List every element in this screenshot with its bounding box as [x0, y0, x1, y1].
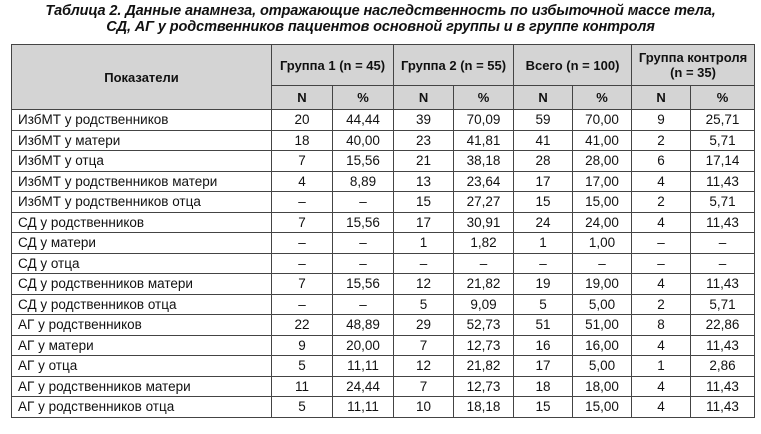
cell-count: 21: [394, 151, 454, 172]
cell-count: 24: [514, 212, 573, 233]
header-pct: %: [454, 86, 514, 110]
cell-percent: 17,14: [691, 151, 755, 172]
row-label: СД у родственников: [12, 212, 272, 233]
row-label: ИзбМТ у матери: [12, 130, 272, 151]
cell-count: 17: [514, 356, 573, 377]
cell-percent: –: [454, 253, 514, 274]
cell-count: –: [272, 294, 333, 315]
cell-count: –: [272, 253, 333, 274]
header-n: N: [514, 86, 573, 110]
cell-percent: 19,00: [573, 274, 632, 295]
row-label: ИзбМТ у родственников: [12, 110, 272, 131]
table-row: [12, 192, 755, 213]
cell-count: 5: [394, 294, 454, 315]
cell-count: 20: [272, 110, 333, 131]
cell-percent: 15,00: [573, 397, 632, 418]
cell-count: 12: [394, 356, 454, 377]
cell-count: 19: [514, 274, 573, 295]
header-pct: %: [333, 86, 394, 110]
cell-count: 18: [514, 376, 573, 397]
cell-percent: 11,11: [333, 356, 394, 377]
cell-percent: 23,64: [454, 171, 514, 192]
header-n: N: [272, 86, 333, 110]
table-header: [12, 45, 755, 110]
cell-percent: 51,00: [573, 315, 632, 336]
cell-percent: 15,56: [333, 212, 394, 233]
row-label: СД у матери: [12, 233, 272, 254]
cell-percent: 48,89: [333, 315, 394, 336]
cell-percent: 70,00: [573, 110, 632, 131]
cell-count: –: [632, 253, 691, 274]
caption-line-1: Таблица 2. Данные анамнеза, отражающие наследственность по избыточной массе тела,: [45, 3, 716, 19]
cell-percent: 11,43: [691, 335, 755, 356]
cell-count: 59: [514, 110, 573, 131]
cell-percent: 11,43: [691, 376, 755, 397]
cell-percent: 24,00: [573, 212, 632, 233]
cell-count: 1: [394, 233, 454, 254]
row-label: АГ у отца: [12, 356, 272, 377]
cell-percent: 15,00: [573, 192, 632, 213]
cell-percent: –: [573, 253, 632, 274]
header-group2: Группа 2 (n = 55): [394, 45, 514, 86]
cell-count: 5: [514, 294, 573, 315]
cell-count: 8: [632, 315, 691, 336]
cell-percent: 5,71: [691, 294, 755, 315]
row-label: АГ у родственников матери: [12, 376, 272, 397]
cell-count: 1: [514, 233, 573, 254]
row-label: СД у родственников отца: [12, 294, 272, 315]
cell-count: 7: [394, 376, 454, 397]
cell-percent: 5,71: [691, 130, 755, 151]
cell-percent: 1,82: [454, 233, 514, 254]
cell-count: 22: [272, 315, 333, 336]
cell-percent: 27,27: [454, 192, 514, 213]
cell-percent: 8,89: [333, 171, 394, 192]
cell-percent: 28,00: [573, 151, 632, 172]
cell-percent: 5,00: [573, 356, 632, 377]
cell-count: –: [272, 192, 333, 213]
cell-percent: 11,43: [691, 274, 755, 295]
cell-percent: 16,00: [573, 335, 632, 356]
cell-percent: –: [691, 233, 755, 254]
header-n: N: [394, 86, 454, 110]
table-row: [12, 212, 755, 233]
row-label: ИзбМТ у родственников отца: [12, 192, 272, 213]
cell-count: 17: [514, 171, 573, 192]
cell-percent: 18,00: [573, 376, 632, 397]
cell-percent: 5,71: [691, 192, 755, 213]
table-row: [12, 274, 755, 295]
cell-count: 29: [394, 315, 454, 336]
cell-count: 7: [394, 335, 454, 356]
cell-percent: 20,00: [333, 335, 394, 356]
cell-count: 6: [632, 151, 691, 172]
table-caption: [0, 0, 761, 38]
cell-count: 4: [632, 274, 691, 295]
cell-percent: 5,00: [573, 294, 632, 315]
cell-count: 39: [394, 110, 454, 131]
cell-percent: 21,82: [454, 274, 514, 295]
cell-count: 15: [394, 192, 454, 213]
cell-percent: 11,43: [691, 212, 755, 233]
cell-percent: 15,56: [333, 274, 394, 295]
cell-percent: 15,56: [333, 151, 394, 172]
header-n: N: [632, 86, 691, 110]
cell-count: 11: [272, 376, 333, 397]
cell-count: 4: [272, 171, 333, 192]
cell-percent: 38,18: [454, 151, 514, 172]
cell-count: 15: [514, 397, 573, 418]
cell-percent: –: [691, 253, 755, 274]
cell-count: 7: [272, 212, 333, 233]
cell-count: –: [632, 233, 691, 254]
cell-count: –: [514, 253, 573, 274]
cell-count: –: [394, 253, 454, 274]
header-total: Всего (n = 100): [514, 45, 632, 86]
table-row: [12, 294, 755, 315]
cell-count: 28: [514, 151, 573, 172]
cell-percent: 44,44: [333, 110, 394, 131]
cell-percent: 25,71: [691, 110, 755, 131]
cell-percent: –: [333, 253, 394, 274]
table-row: [12, 335, 755, 356]
row-label: АГ у родственников отца: [12, 397, 272, 418]
table-row: [12, 397, 755, 418]
table-row: [12, 376, 755, 397]
cell-percent: 40,00: [333, 130, 394, 151]
cell-percent: –: [333, 294, 394, 315]
header-pct: %: [573, 86, 632, 110]
header-group1: Группа 1 (n = 45): [272, 45, 394, 86]
row-label: ИзбМТ у отца: [12, 151, 272, 172]
cell-count: 4: [632, 397, 691, 418]
cell-percent: 17,00: [573, 171, 632, 192]
cell-count: 4: [632, 212, 691, 233]
cell-percent: 1,00: [573, 233, 632, 254]
cell-count: 9: [632, 110, 691, 131]
header-control: Группа контроля (n = 35): [632, 45, 755, 86]
cell-percent: 22,86: [691, 315, 755, 336]
table-row: [12, 233, 755, 254]
cell-percent: 12,73: [454, 376, 514, 397]
cell-percent: 41,81: [454, 130, 514, 151]
cell-count: 2: [632, 130, 691, 151]
cell-percent: 30,91: [454, 212, 514, 233]
cell-percent: 18,18: [454, 397, 514, 418]
caption-line-2: СД, АГ у родственников пациентов основной группы и в группе контроля: [106, 19, 655, 35]
cell-percent: 11,43: [691, 397, 755, 418]
data-table: [11, 44, 755, 418]
cell-percent: 12,73: [454, 335, 514, 356]
table-row: [12, 356, 755, 377]
cell-count: 16: [514, 335, 573, 356]
row-label: АГ у родственников: [12, 315, 272, 336]
cell-percent: 21,82: [454, 356, 514, 377]
table-row: [12, 253, 755, 274]
row-label: АГ у матери: [12, 335, 272, 356]
cell-percent: 11,43: [691, 171, 755, 192]
cell-count: 7: [272, 274, 333, 295]
cell-count: 4: [632, 376, 691, 397]
cell-count: 13: [394, 171, 454, 192]
cell-percent: 70,09: [454, 110, 514, 131]
cell-count: 5: [272, 356, 333, 377]
cell-count: 18: [272, 130, 333, 151]
cell-count: 15: [514, 192, 573, 213]
cell-percent: 11,11: [333, 397, 394, 418]
table-row: [12, 130, 755, 151]
cell-percent: 2,86: [691, 356, 755, 377]
header-pct: %: [691, 86, 755, 110]
cell-count: 7: [272, 151, 333, 172]
table-row: [12, 151, 755, 172]
cell-count: 4: [632, 171, 691, 192]
cell-percent: 52,73: [454, 315, 514, 336]
cell-count: 17: [394, 212, 454, 233]
header-indicator: Показатели: [12, 45, 272, 110]
cell-count: 23: [394, 130, 454, 151]
row-label: СД у родственников матери: [12, 274, 272, 295]
row-label: ИзбМТ у родственников матери: [12, 171, 272, 192]
cell-count: 51: [514, 315, 573, 336]
cell-count: 2: [632, 294, 691, 315]
cell-count: –: [272, 233, 333, 254]
table-row: [12, 110, 755, 131]
cell-percent: 9,09: [454, 294, 514, 315]
cell-count: 12: [394, 274, 454, 295]
row-label: СД у отца: [12, 253, 272, 274]
cell-percent: –: [333, 192, 394, 213]
table-row: [12, 315, 755, 336]
cell-count: 4: [632, 335, 691, 356]
cell-percent: –: [333, 233, 394, 254]
cell-count: 41: [514, 130, 573, 151]
cell-percent: 24,44: [333, 376, 394, 397]
table-row: [12, 171, 755, 192]
table-body: [12, 110, 755, 418]
cell-count: 9: [272, 335, 333, 356]
cell-count: 5: [272, 397, 333, 418]
cell-percent: 41,00: [573, 130, 632, 151]
cell-count: 1: [632, 356, 691, 377]
cell-count: 10: [394, 397, 454, 418]
cell-count: 2: [632, 192, 691, 213]
